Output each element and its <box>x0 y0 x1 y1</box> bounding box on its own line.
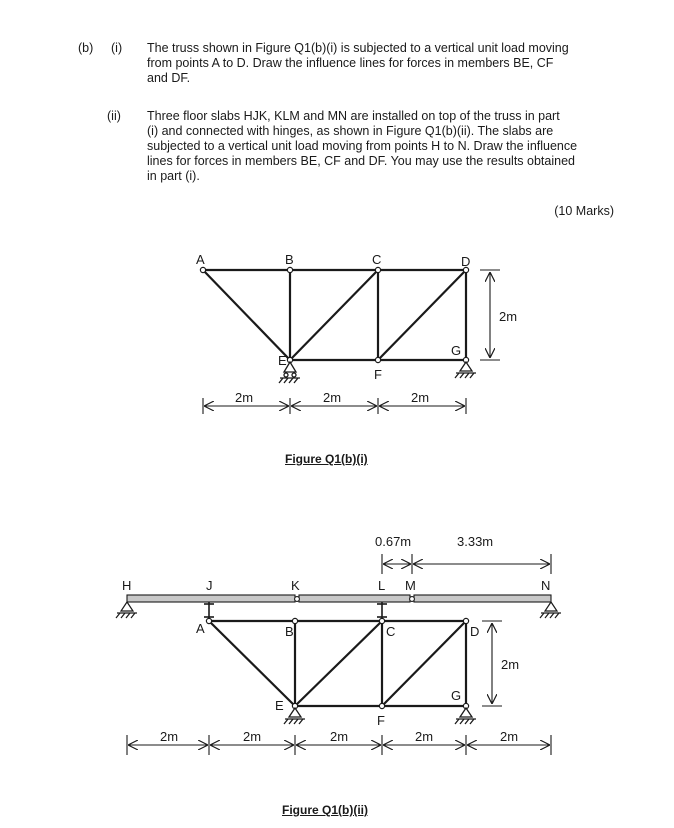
dim-span-label: 2m <box>411 390 430 405</box>
sub1-line: from points A to D. Draw the influence lines for forces in members BE, CF <box>147 56 554 70</box>
figure-2-caption: Figure Q1(b)(ii) <box>282 803 368 817</box>
dim-height-label: 2m <box>499 309 518 324</box>
node-label-l: L <box>378 578 386 593</box>
sub1-line: and DF. <box>147 71 191 85</box>
floor-slabs <box>127 595 551 602</box>
node-label-a: A <box>196 621 205 636</box>
node-label-c: C <box>386 624 396 639</box>
node-label-e: E <box>275 698 284 713</box>
pin-support-icon <box>455 362 476 378</box>
slab-dimensions <box>382 554 551 574</box>
dim-span-label: 2m <box>323 390 342 405</box>
dim-height-label: 2m <box>501 657 520 672</box>
sub2-line: in part (i). <box>147 169 200 183</box>
figure-1-caption: Figure Q1(b)(i) <box>285 452 368 466</box>
sub2-line: (i) and connected with hinges, as shown in Figure Q1(b)(ii). The slabs are <box>147 124 554 138</box>
slab-hjk <box>127 595 295 602</box>
sub2-line: subjected to a vertical unit load moving from points H to N. Draw the influence <box>147 139 578 153</box>
pin-support-icon <box>284 708 305 724</box>
node-label-d: D <box>461 254 471 269</box>
node-label-c: C <box>372 252 382 267</box>
hinge-m <box>410 597 415 602</box>
joint-b <box>287 267 292 272</box>
dim-span-label: 2m <box>243 729 262 744</box>
part-label: (b) <box>78 41 94 55</box>
slab-klm <box>299 595 410 602</box>
dim-span-label: 2m <box>330 729 349 744</box>
node-label-n: N <box>541 578 551 593</box>
node-label-k: K <box>291 578 300 593</box>
height-dimension <box>482 621 502 706</box>
slab-mn <box>414 595 551 602</box>
member-ec <box>290 270 378 360</box>
joint-c <box>375 267 380 272</box>
node-label-g: G <box>451 688 462 703</box>
height-dimension <box>480 270 500 360</box>
sub1-label: (i) <box>111 41 123 55</box>
dim-large-label: 3.33m <box>457 534 494 549</box>
node-label-f: F <box>374 367 382 382</box>
member-ae <box>203 270 290 360</box>
truss-2-members <box>209 621 466 706</box>
dim-span-label: 2m <box>415 729 434 744</box>
joint-f <box>375 357 380 362</box>
pin-support-icon <box>116 602 137 618</box>
hinge-k <box>295 597 300 602</box>
node-label-a: A <box>196 252 205 267</box>
sub2-line: Three floor slabs HJK, KLM and MN are installed on top of the truss in part <box>147 109 560 123</box>
node-label-m: M <box>405 578 416 593</box>
member-ec <box>295 621 382 706</box>
node-label-j: J <box>206 578 213 593</box>
sub2-label: (ii) <box>107 109 121 123</box>
node-label-b: B <box>285 624 294 639</box>
marks-label: (10 Marks) <box>554 204 614 218</box>
dim-span-label: 2m <box>235 390 254 405</box>
joint-a <box>200 267 205 272</box>
pin-support-icon <box>540 602 561 618</box>
pin-support-icon <box>455 708 476 724</box>
node-label-e: E <box>278 353 287 368</box>
dim-span-label: 2m <box>160 729 179 744</box>
node-label-g: G <box>451 343 462 358</box>
member-ae <box>209 621 295 706</box>
slab-posts <box>204 602 387 619</box>
node-label-d: D <box>470 624 480 639</box>
truss-1-members <box>203 270 466 360</box>
dim-small-label: 0.67m <box>375 534 412 549</box>
sub2-line: lines for forces in members BE, CF and DF. You may use the results obtained <box>147 154 575 168</box>
dim-span-label: 2m <box>500 729 519 744</box>
node-label-h: H <box>122 578 132 593</box>
sub1-line: The truss shown in Figure Q1(b)(i) is subjected to a vertical unit load moving <box>147 41 569 55</box>
node-label-f: F <box>377 713 385 728</box>
node-label-b: B <box>285 252 294 267</box>
